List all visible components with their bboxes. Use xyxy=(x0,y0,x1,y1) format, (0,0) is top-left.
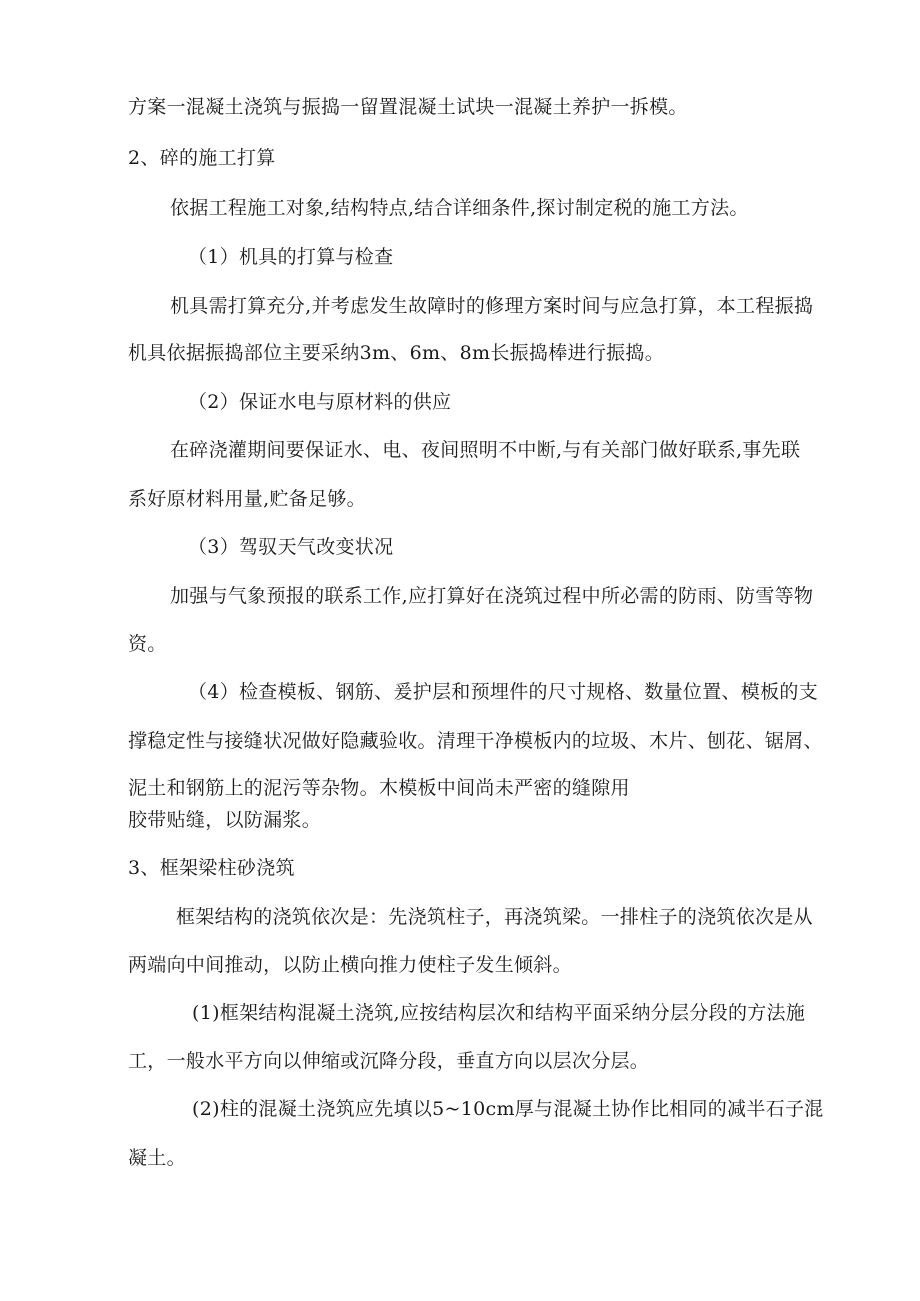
text-line: 方案一混凝土浇筑与振捣一留置混凝土试块一混凝土养护一拆模。 xyxy=(128,96,688,118)
text-line: (1)框架结构混凝土浇筑,应按结构层次和结构平面采纳分层分段的方法施 xyxy=(192,1002,806,1024)
section-heading: 2、碎的施工打算 xyxy=(128,147,276,169)
text-line: （4）检查模板、钢筋、爰护层和预埋件的尺寸规格、数量位置、模板的支 xyxy=(188,681,818,703)
text-line: 系好原材料用量,贮备足够。 xyxy=(128,488,366,510)
text-line: 两端向中间推动，以防止横向推力使柱子发生倾斜。 xyxy=(128,954,572,976)
text-line: 资。 xyxy=(128,633,167,655)
subheading: （1）机具的打算与检查 xyxy=(188,246,394,268)
text-line: 工，一般水平方向以伸缩或沉降分段，垂直方向以层次分层。 xyxy=(128,1050,650,1072)
subheading: （2）保证水电与原材料的供应 xyxy=(188,391,452,413)
text-line: 在碎浇灌期间要保证水、电、夜间照明不中断,与有关部门做好联系,事先联 xyxy=(170,439,801,461)
text-line: 加强与气象预报的联系工作,应打算好在浇筑过程中所必需的防雨、防雪等物 xyxy=(170,585,814,607)
text-line: 凝土。 xyxy=(128,1147,186,1169)
text-line: 框架结构的浇筑依次是：先浇筑柱子，再浇筑梁。一排柱子的浇筑依次是从 xyxy=(176,906,813,928)
section-heading: 3、框架梁柱砂浇筑 xyxy=(128,857,295,879)
text-line: (2)柱的混凝土浇筑应先填以5~10cm厚与混凝土协作比相同的减半石子混 xyxy=(192,1098,824,1120)
text-line: 撑稳定性与接缝状况做好隐藏验收。清理干净模板内的垃圾、木片、刨花、锯屑、 xyxy=(128,730,823,752)
text-line: 依据工程施工对象,结构特点,结合详细条件,探讨制定税的施工方法。 xyxy=(170,197,749,219)
subheading: （3）驾驭天气改变状况 xyxy=(188,536,394,558)
text-line: 机具依据振捣部位主要采纳3m、6m、8m长振捣棒进行振捣。 xyxy=(128,342,665,364)
text-line: 泥土和钢筋上的泥污等杂物。木模板中间尚未严密的缝隙用 xyxy=(128,777,630,799)
text-line: 机具需打算充分,并考虑发生故障时的修理方案时间与应急打算，本工程振捣 xyxy=(170,295,814,317)
text-line: 胶带贴缝，以防漏浆。 xyxy=(128,809,322,831)
